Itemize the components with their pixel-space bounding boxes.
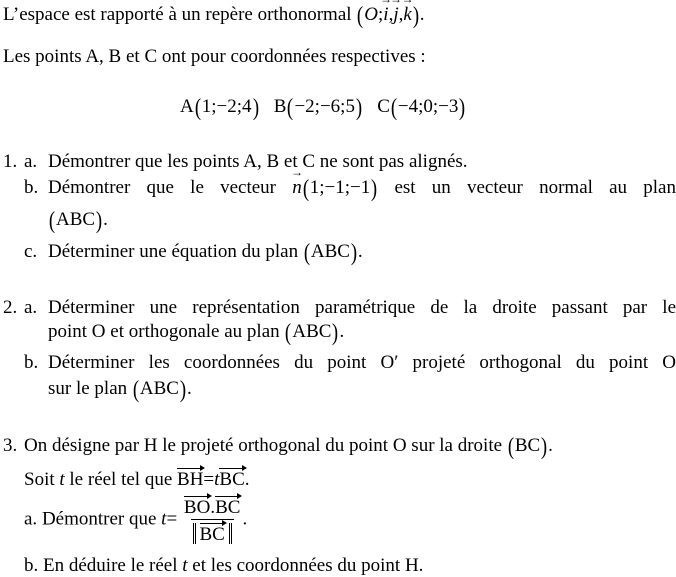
points-line xyxy=(180,95,466,121)
q1b-line-1: Démontrer que le vecteur → n(1;−1;−1) est un vecteur normal au plan xyxy=(48,178,676,198)
point-c: C(−4;0;−3) xyxy=(377,95,466,121)
frame-origin: O xyxy=(364,4,379,25)
q3a-line: a. Démontrer que t= $\frac{BO.BC}{BC}$ . xyxy=(24,497,248,545)
q1c-label: c. xyxy=(24,241,38,262)
q2-number: 2. xyxy=(3,297,18,318)
fraction-denominator: BC xyxy=(191,519,234,544)
vector-k: → k xyxy=(403,5,411,24)
q1a-label: a. xyxy=(24,151,38,172)
vector-bc: BC xyxy=(219,469,245,490)
intro-text: L’espace est rapporté à un repère orthonormal xyxy=(3,4,352,25)
q2a-line-2: point O et orthogonale au plan (ABC). xyxy=(48,320,345,346)
t-fraction xyxy=(182,496,243,544)
fraction-numerator: BO.BC xyxy=(183,497,241,518)
intro-line-2: Les points A, B et C ont pour coordonnées respectives : xyxy=(3,46,426,67)
vector-j: → j xyxy=(393,5,398,24)
q1b-line-2: (ABC). xyxy=(48,208,108,234)
paren-left: ( xyxy=(357,3,364,29)
point-b: B(−2;−6;5) xyxy=(273,95,363,121)
q3-number: 3. xyxy=(3,435,18,456)
q3-line-2: Soit t le réel tel que BH=tBC. xyxy=(24,469,250,490)
q2b-line-2: sur le plan (ABC). xyxy=(48,377,192,403)
q2b-line-1: Déterminer les coordonnées du point O′ projeté orthogonal du point O xyxy=(48,352,676,373)
vector-bh: BH xyxy=(177,469,204,490)
q3-line-1: On désigne par H le projeté orthogonal du point O sur la droite (BC). xyxy=(24,434,553,460)
intro-line-1: L’espace est rapporté à un repère orthonormal (O;→ i,→ j,→ k). xyxy=(3,5,425,25)
q1-number: 1. xyxy=(3,151,18,172)
paren-right: ) xyxy=(412,3,419,29)
vector-i: → i xyxy=(383,5,388,24)
q1b-label: b. xyxy=(24,177,39,198)
q2b-label: b. xyxy=(24,352,39,373)
q3b-line: b. En déduire le réel t et les coordonnées du point H. xyxy=(24,555,424,576)
vector-n: → n(1;−1;−1) xyxy=(292,177,378,198)
q1c-text: Déterminer une équation du plan (ABC). xyxy=(48,240,363,266)
point-a: A(1;−2;4) xyxy=(180,95,259,121)
q3b-label: b. xyxy=(24,555,39,576)
q2a-label: a. xyxy=(24,297,38,318)
q1a-text: Démontrer que les points A, B et C ne sont pas alignés. xyxy=(48,151,468,172)
q2a-line-1: Déterminer une représentation paramétrique de la droite passant par le xyxy=(48,297,676,318)
q3a-label: a. xyxy=(24,508,38,530)
